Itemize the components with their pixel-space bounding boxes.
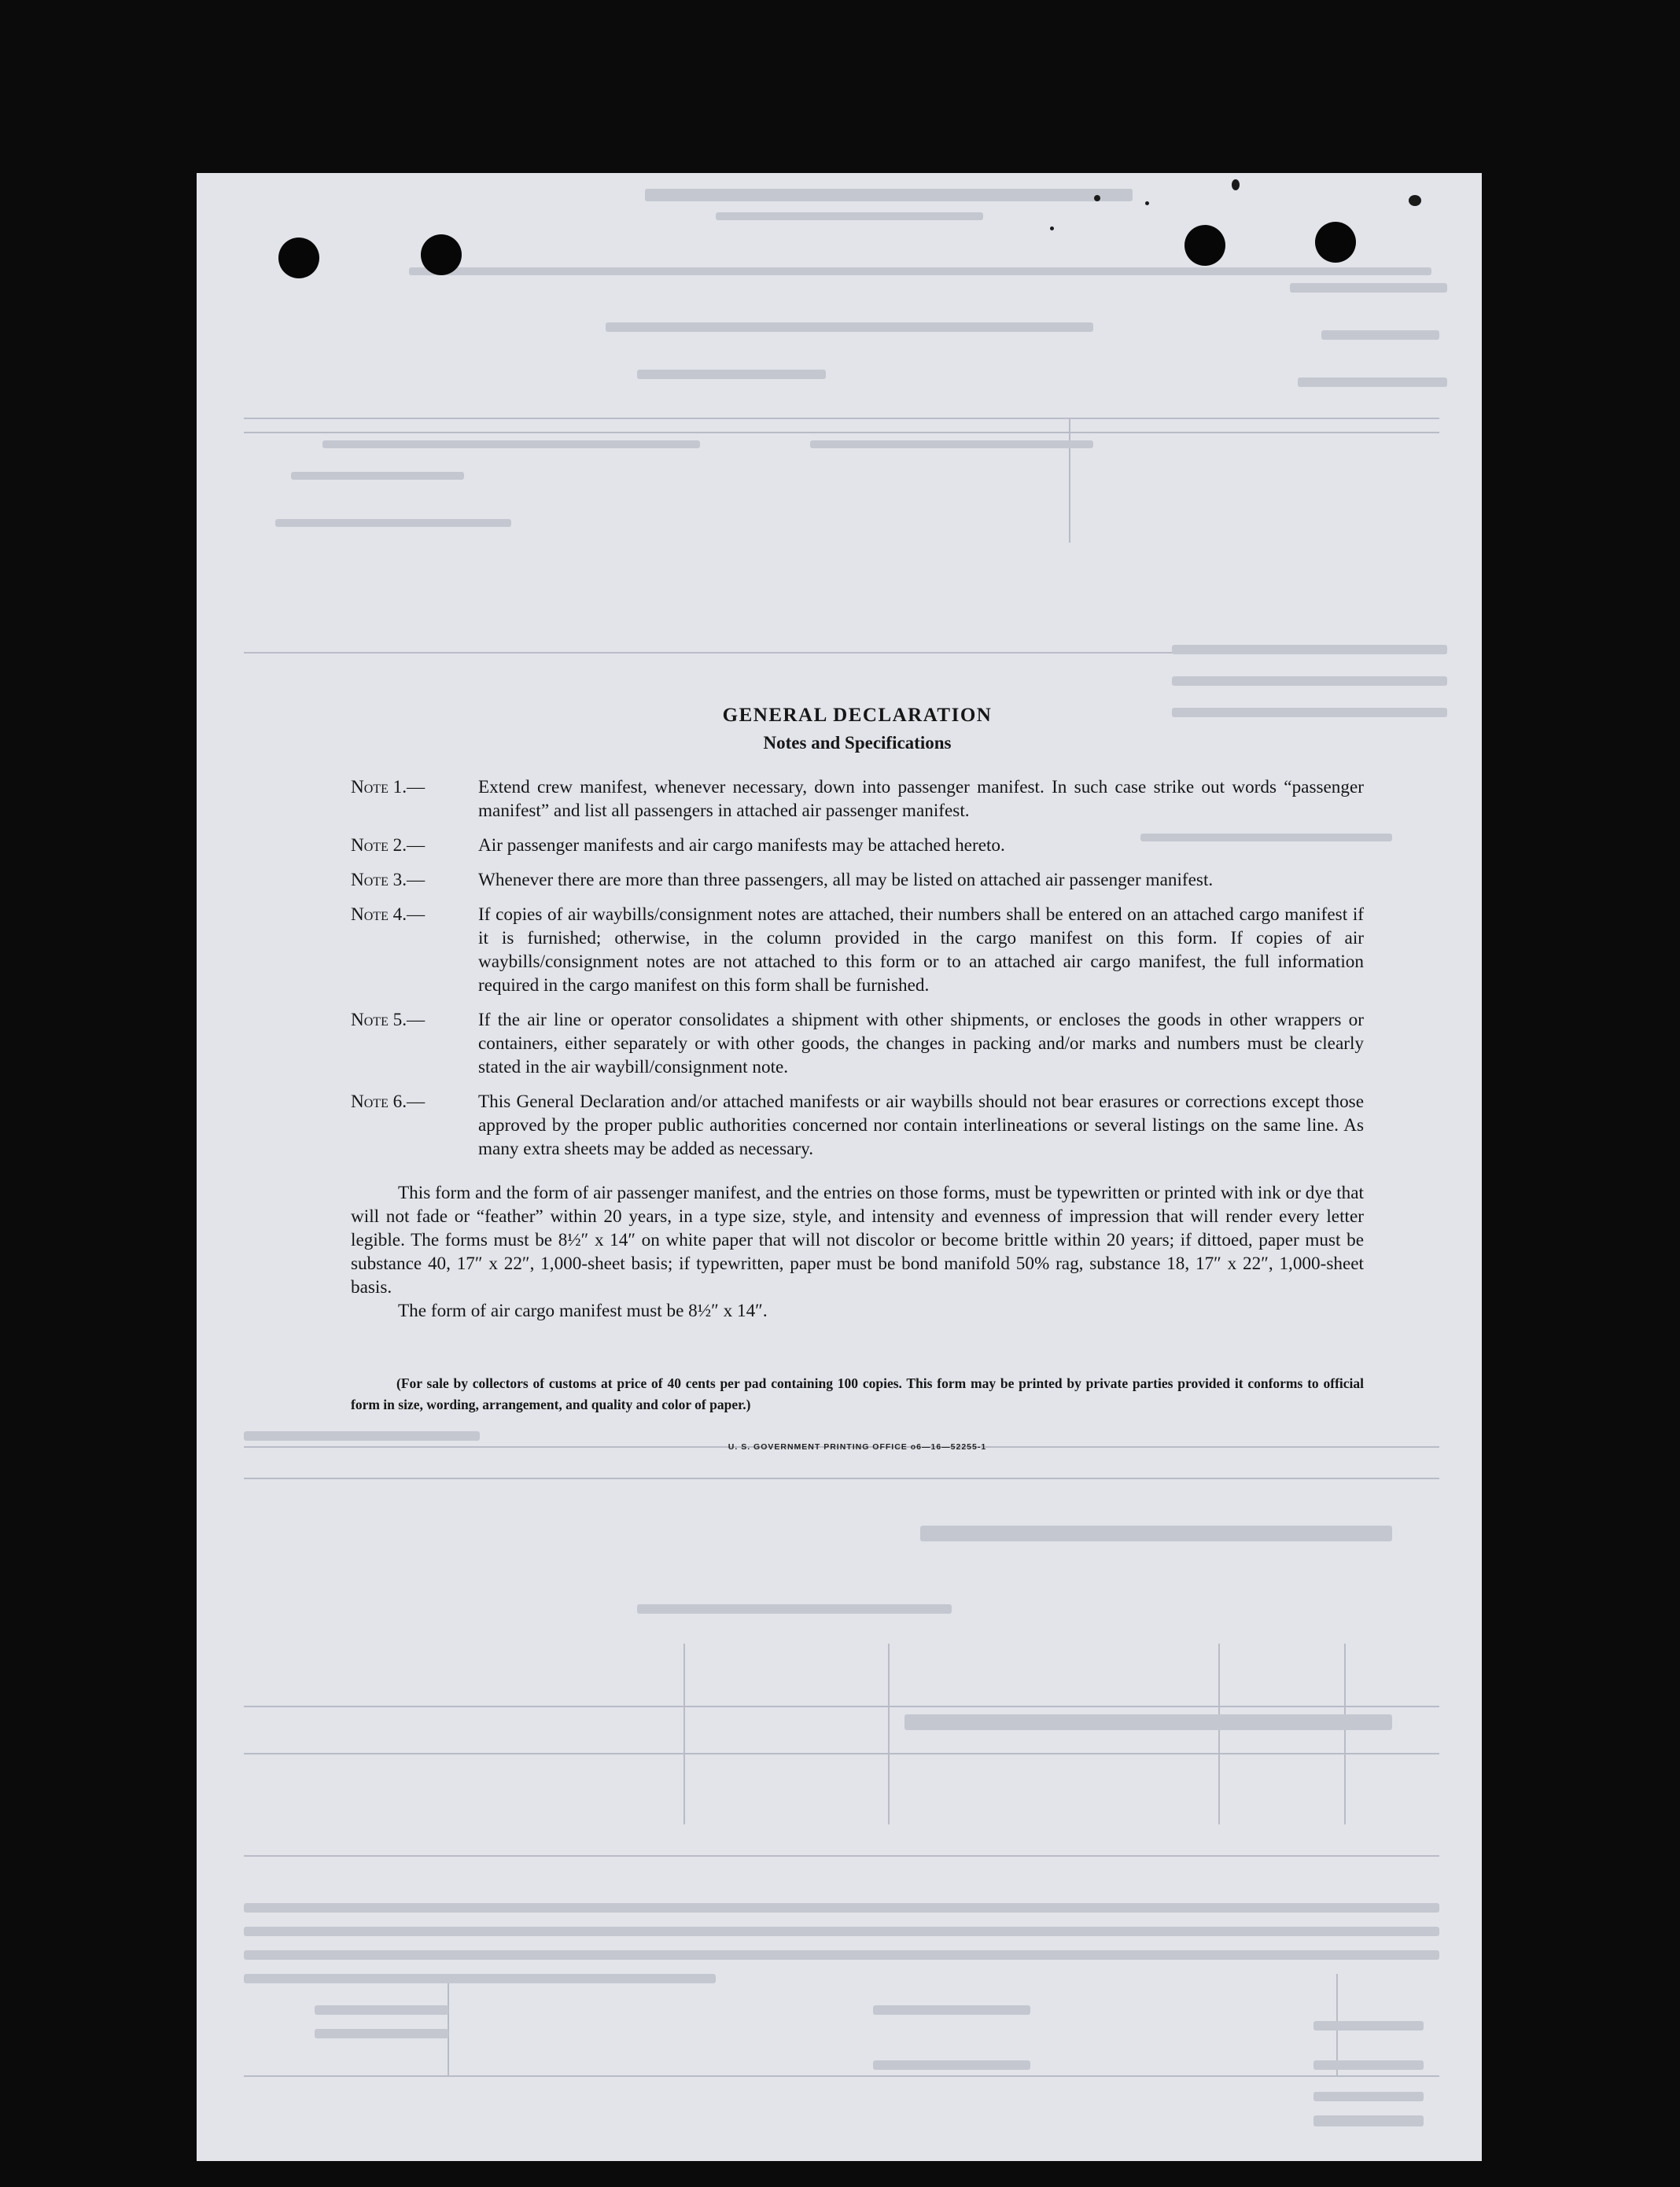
punch-hole-3: [1184, 225, 1225, 266]
page-subtitle: Notes and Specifications: [763, 733, 952, 753]
note-text: If copies of air waybills/consignment notes are attached, their numbers shall be entered on an attached cargo manifest if it is furnished; otherwise, in the column provided in the cargo manifest on this form. If copies of air waybills/consignment notes are not attached to this form or to an attached air cargo manifest, the full information required in the cargo manifest on this form shall be furnished.: [478, 904, 1364, 996]
punch-hole-1: [278, 237, 319, 278]
punch-hole-2: [421, 234, 462, 275]
ink-speck: [1050, 226, 1054, 230]
note-text: Extend crew manifest, whenever necessary, down into passenger manifest. In such case strike out words “passenger manifest” and list all passengers in attached air passenger manifest.: [478, 777, 1364, 821]
note-label: Note 2.: [351, 835, 407, 856]
ink-speck: [1145, 201, 1149, 205]
ink-speck: [1409, 195, 1421, 206]
ink-speck: [1094, 195, 1100, 201]
note-text: Whenever there are more than three passengers, all may be listed on attached air passenger manifest.: [478, 870, 1214, 890]
printing-office-line: U. S. GOVERNMENT PRINTING OFFICE o6—16—52255-1: [728, 1442, 987, 1452]
scanned-page: [197, 173, 1482, 2161]
note-5: Note 5.— If the air line or operator consolidates a shipment with other shipments, or encloses the goods in other wrappers or containers, either separately or with other goods, the changes in packing and/or marks and numbers must be clearly stated in the air waybill/consignment note.: [351, 1010, 1364, 1077]
note-1: Note 1.— Extend crew manifest, whenever necessary, down into passenger manifest. In such case strike out words “passenger manifest” and list all passengers in attached air passenger manifest.: [351, 777, 1364, 821]
note-label: Note 6.: [351, 1092, 407, 1112]
note-label: Note 3.: [351, 870, 407, 890]
note-3: Note 3.— Whenever there are more than three passengers, all may be listed on attached air passenger manifest.: [351, 870, 1214, 890]
note-6: Note 6.— This General Declaration and/or attached manifests or air waybills should not bear erasures or corrections except those approved by the proper public authorities concerned nor contain interlineations or several listings on the same line. As many extra sheets may be added as necessary.: [351, 1092, 1364, 1159]
note-label: Note 1.: [351, 777, 407, 797]
note-label: Note 5.: [351, 1010, 407, 1030]
note-2: Note 2.— Air passenger manifests and air cargo manifests may be attached hereto.: [351, 835, 1005, 856]
ink-speck: [1232, 179, 1240, 190]
sale-notice: (For sale by collectors of customs at price of 40 cents per pad containing 100 copies. This form may be printed by private parties provided it conforms to official form in size, wording, arrangement, and quality and color of paper.): [351, 1375, 1364, 1412]
page-title: GENERAL DECLARATION: [722, 705, 993, 726]
cargo-form-size-line: The form of air cargo manifest must be 8½″ x 14″.: [398, 1301, 768, 1321]
format-requirements-paragraph: This form and the form of air passenger manifest, and the entries on those forms, must be typewritten or printed with ink or dye that will not fade or “feather” within 20 years, in a type size, style, and intensity and evenness of impression that will render every letter legible. The forms must be 8½″ x 14″ on white paper that will not discolor or become brittle within 20 years; if dittoed, paper must be substance 40, 17″ x 22″, 1,000-sheet basis; if typewritten, paper must be bond manifold 50% rag, substance 18, 17″ x 22″, 1,000-sheet basis.: [351, 1183, 1364, 1298]
note-text: This General Declaration and/or attached manifests or air waybills should not bear erasures or corrections except those approved by the proper public authorities concerned nor contain interlineations or several listings on the same line. As many extra sheets may be added as necessary.: [478, 1092, 1364, 1159]
note-text: Air passenger manifests and air cargo manifests may be attached hereto.: [478, 835, 1005, 856]
note-label: Note 4.: [351, 904, 407, 925]
note-4: Note 4.— If copies of air waybills/consignment notes are attached, their numbers shall be entered on an attached cargo manifest if it is furnished; otherwise, in the column provided in the cargo manifest on this form. If copies of air waybills/consignment notes are not attached to this form or to an attached air cargo manifest, the full information required in the cargo manifest on this form shall be furnished.: [351, 904, 1364, 996]
declaration-notes: [351, 701, 1364, 1452]
punch-hole-4: [1315, 222, 1356, 263]
note-text: If the air line or operator consolidates a shipment with other shipments, or encloses the goods in other wrappers or containers, either separately or with other goods, the changes in packing and/or marks and numbers must be clearly stated in the air waybill/consignment note.: [478, 1010, 1364, 1077]
